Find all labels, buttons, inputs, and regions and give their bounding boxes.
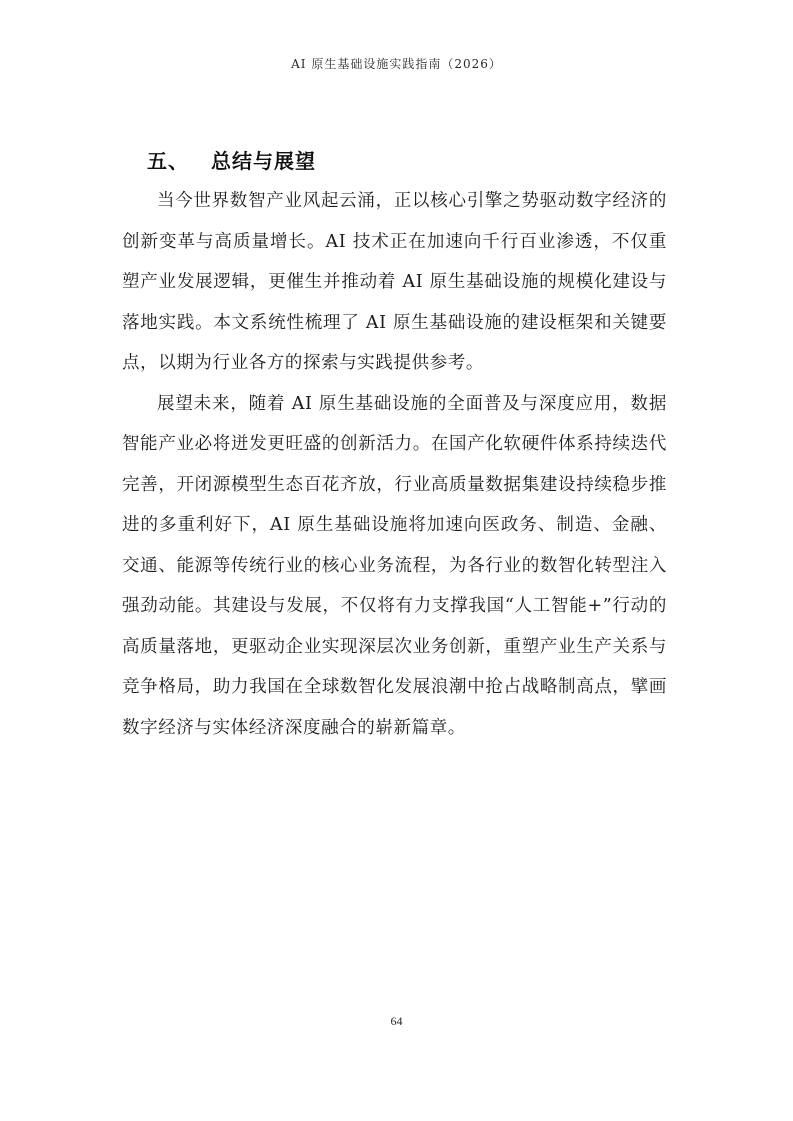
- paragraph-outlook: 展望未来，随着 AI 原生基础设施的全面普及与深度应用，数据智能产业必将迸发更旺盛的创新活力。在国产化软硬件体系持续迭代完善，开闭源模型生态百花齐放，行业高质量数据集建设持续稳步推进的多重利好下，AI 原生基础设施将加速向医政务、制造、金融、交通、能源等传统行业的核心业务流程，为各行业的数智化转型注入强劲动能。其建设与发展，不仅将有力支撑我国“人工智能+”行动的高质量落地，更驱动企业实现深层次业务创新，重塑产业生产关系与竞争格局，助力我国在全球数智化发展浪潮中抢占战略制高点，擘画数字经济与实体经济深度融合的崭新篇章。: [122, 393, 667, 738]
- section-number: 五、: [147, 149, 189, 173]
- section-title: 总结与展望: [211, 149, 316, 173]
- paragraph-summary: 当今世界数智产业风起云涌，正以核心引擎之势驱动数字经济的创新变革与高质量增长。AI 技术正在加速向千行百业渗透，不仅重塑产业发展逻辑，更催生并推动着 AI 原生基础设施的规模化建设与落地实践。本文系统性梳理了 AI 原生基础设施的建设框架和关键要点，以期为行业各方的探索与实践提供参考。: [122, 191, 667, 373]
- page-number: 64: [390, 1014, 403, 1028]
- section-heading: [147, 143, 667, 179]
- main-content: [122, 143, 667, 748]
- running-header: AI 原生基础设施实践指南（2026）: [291, 57, 502, 71]
